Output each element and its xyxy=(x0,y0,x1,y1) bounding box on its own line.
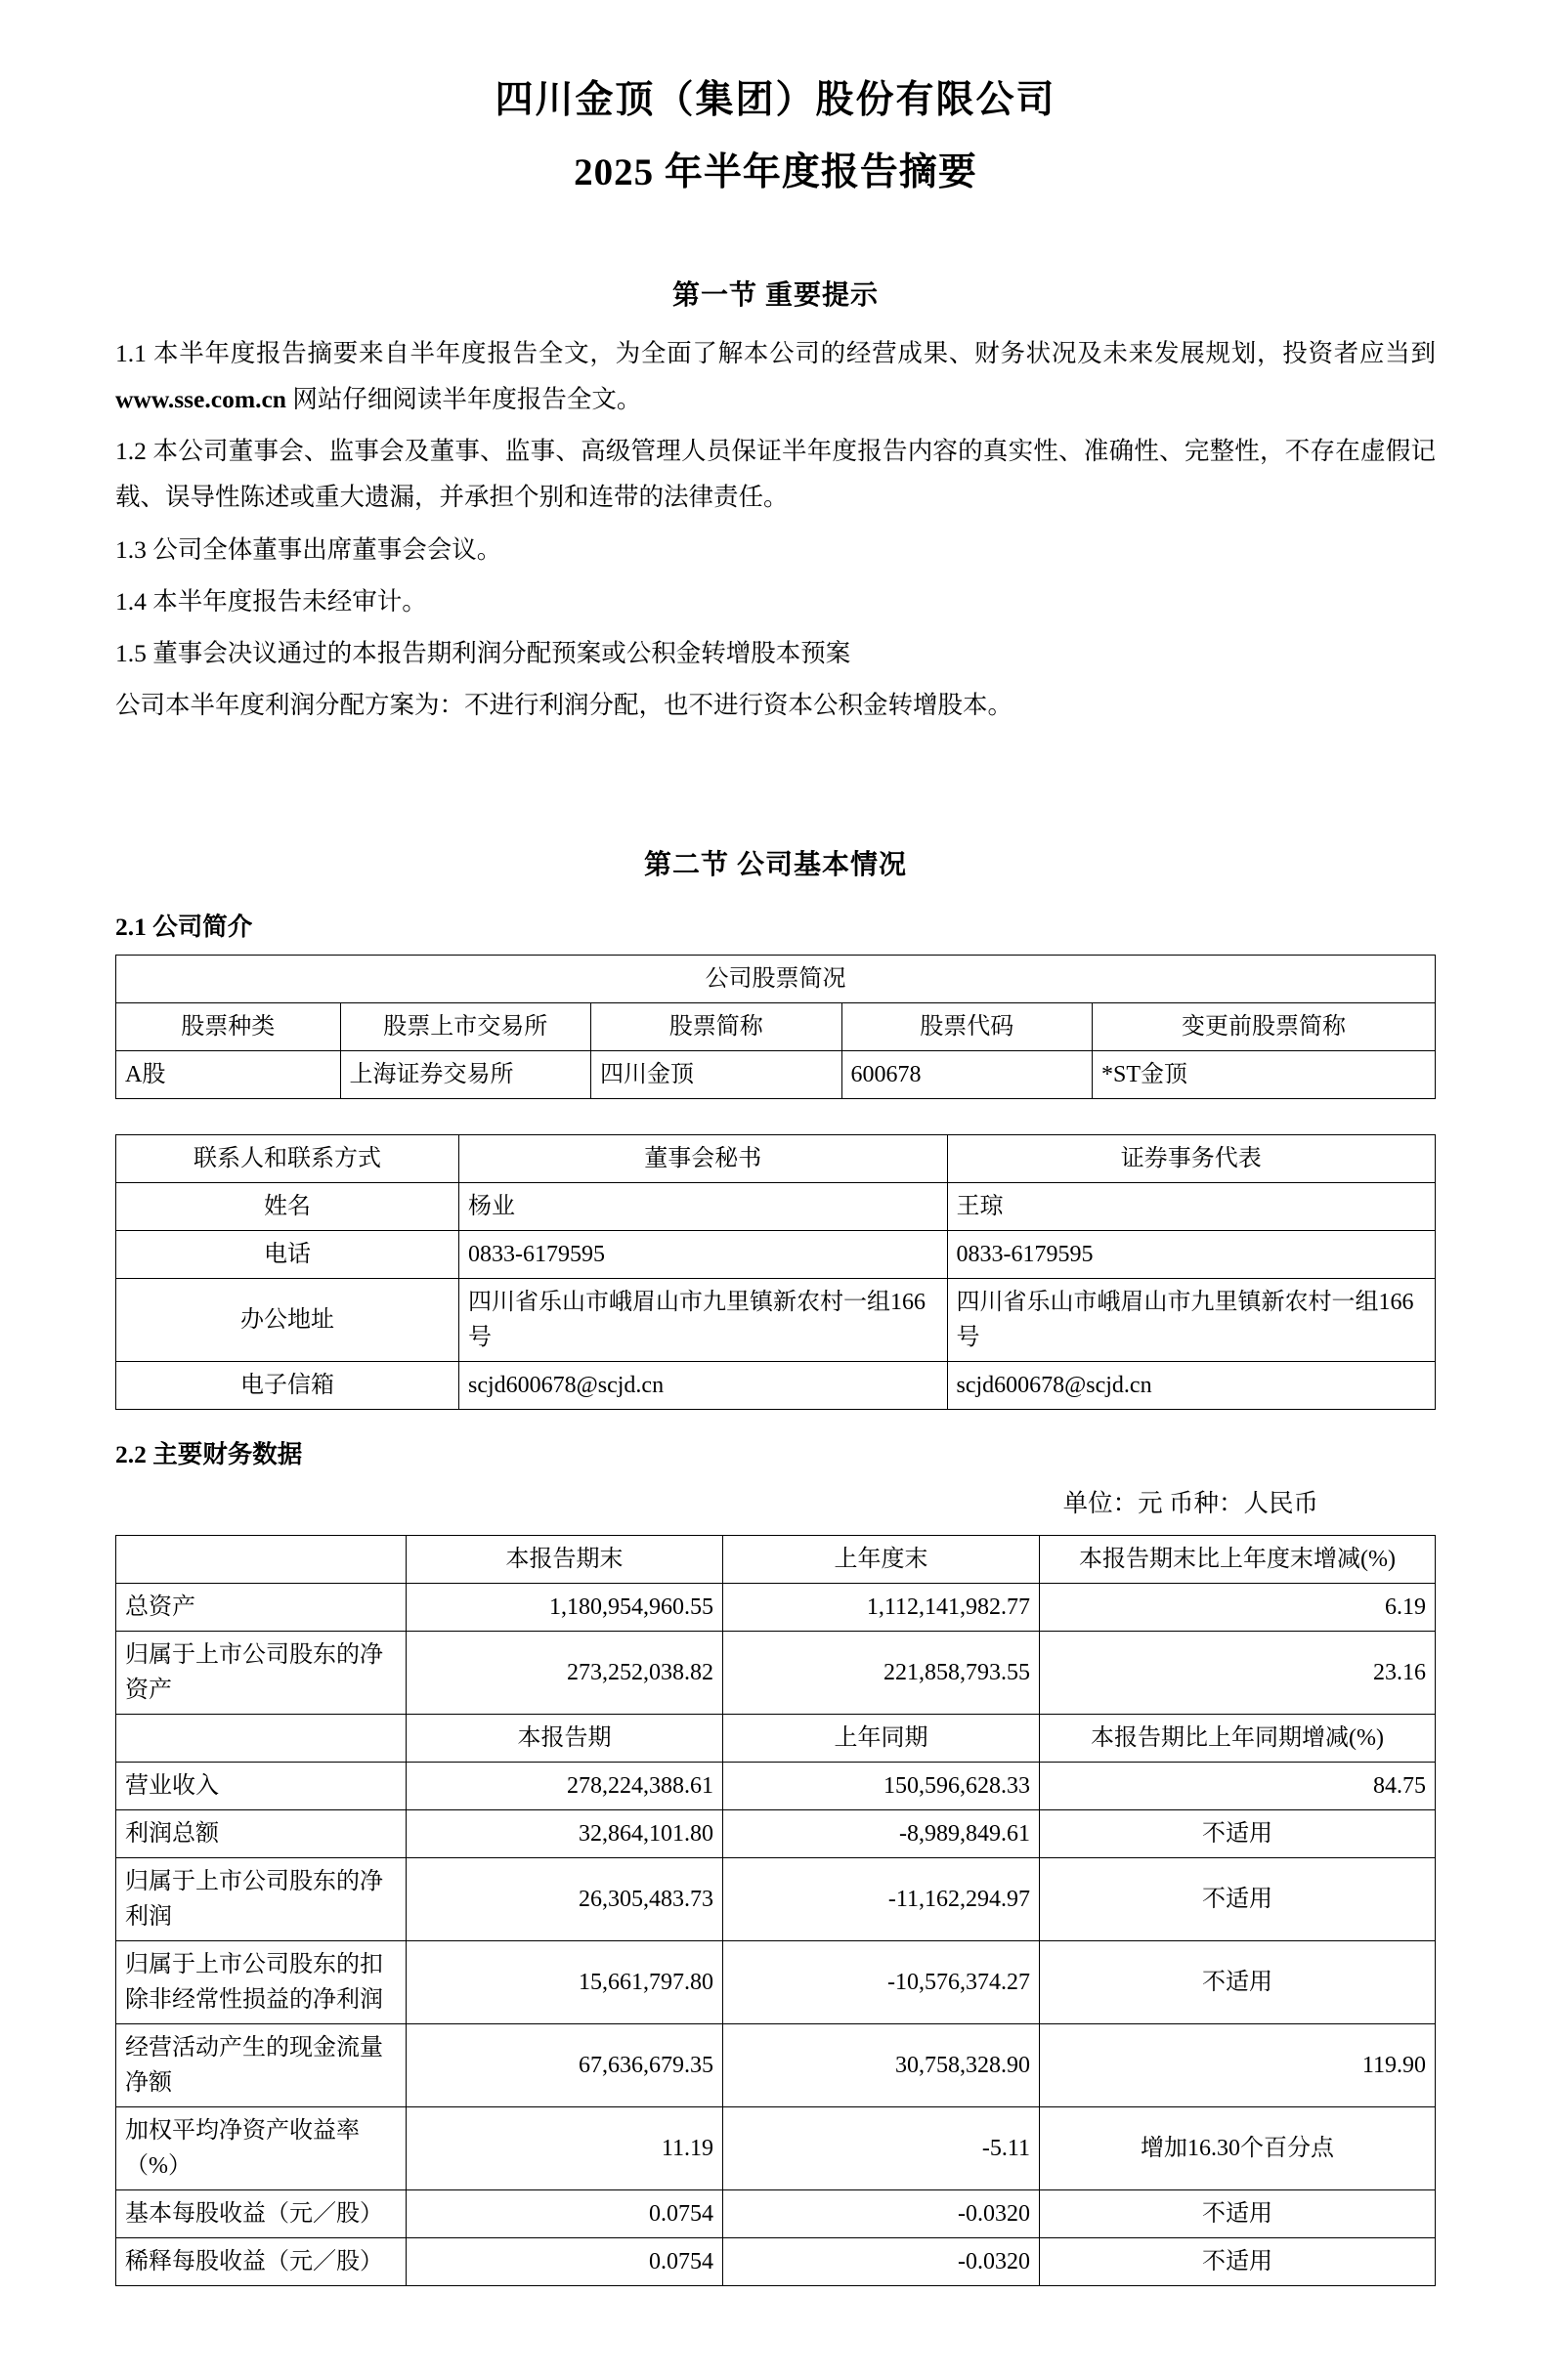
basic-eps-prior: -0.0320 xyxy=(723,2190,1040,2238)
table-row xyxy=(116,1231,1436,1279)
unit-currency-note: 单位：元 币种：人民币 xyxy=(1062,1489,1318,1518)
column-header: 变更前股票简称 xyxy=(1093,1003,1436,1051)
secretary-email: scjd600678@scjd.cn xyxy=(459,1362,948,1410)
table-row xyxy=(116,1003,1436,1051)
column-header-period-change-pct: 本报告期比上年同期增减(%) xyxy=(1040,1715,1436,1763)
net-assets-prior: 221,858,793.55 xyxy=(723,1632,1040,1715)
table-row xyxy=(116,1362,1436,1410)
row-label-revenue: 营业收入 xyxy=(116,1763,407,1810)
contact-label-name: 姓名 xyxy=(116,1183,459,1231)
stock-code-value: 600678 xyxy=(841,1051,1093,1099)
row-label-net-assets: 归属于上市公司股东的净资产 xyxy=(116,1632,407,1715)
page-title: 四川金顶（集团）股份有限公司 xyxy=(495,79,1056,121)
representative-email: scjd600678@scjd.cn xyxy=(947,1362,1436,1410)
row-label-roe: 加权平均净资产收益率（%） xyxy=(116,2107,407,2190)
sse-website-link[interactable]: www.sse.com.cn xyxy=(115,385,286,414)
stock-profile-table xyxy=(115,955,1436,1099)
row-label-total-profit: 利润总额 xyxy=(116,1810,407,1858)
row-label-diluted-eps: 稀释每股收益（元／股） xyxy=(116,2238,407,2286)
diluted-eps-prior: -0.0320 xyxy=(723,2238,1040,2286)
table-row xyxy=(116,2238,1436,2286)
column-header-empty xyxy=(116,1536,407,1584)
stock-former-abbr-value: *ST金顶 xyxy=(1093,1051,1436,1099)
section-1-item-3: 1.3 公司全体董事出席董事会会议。 xyxy=(115,534,502,564)
basic-eps-change: 不适用 xyxy=(1040,2190,1436,2238)
roe-current: 11.19 xyxy=(407,2107,723,2190)
diluted-eps-change: 不适用 xyxy=(1040,2238,1436,2286)
secretary-phone: 0833-6179595 xyxy=(459,1231,948,1279)
revenue-change: 84.75 xyxy=(1040,1763,1436,1810)
net-profit-deducted-current: 15,661,797.80 xyxy=(407,1941,723,2024)
net-profit-prior: -11,162,294.97 xyxy=(723,1858,1040,1941)
dividend-plan-note: 公司本半年度利润分配方案为：不进行利润分配，也不进行资本公积金转增股本。 xyxy=(115,691,1013,720)
column-header-prior-period: 上年同期 xyxy=(723,1715,1040,1763)
basic-eps-current: 0.0754 xyxy=(407,2190,723,2238)
operating-cashflow-change: 119.90 xyxy=(1040,2024,1436,2107)
stock-type-value: A股 xyxy=(116,1051,341,1099)
net-profit-change: 不适用 xyxy=(1040,1858,1436,1941)
row-label-basic-eps: 基本每股收益（元／股） xyxy=(116,2190,407,2238)
column-header-empty-2 xyxy=(116,1715,407,1763)
net-profit-deducted-prior: -10,576,374.27 xyxy=(723,1941,1040,2024)
table-row xyxy=(116,1135,1436,1183)
table-row xyxy=(116,1715,1436,1763)
table-row xyxy=(116,1051,1436,1099)
total-assets-prior: 1,112,141,982.77 xyxy=(723,1584,1040,1632)
section-1-heading: 第一节 重要提示 xyxy=(671,279,879,311)
table-row xyxy=(116,1941,1436,2024)
net-assets-current: 273,252,038.82 xyxy=(407,1632,723,1715)
contact-table xyxy=(115,1134,1436,1410)
net-profit-current: 26,305,483.73 xyxy=(407,1858,723,1941)
subsection-2-2-heading: 2.2 主要财务数据 xyxy=(115,1440,303,1469)
roe-prior: -5.11 xyxy=(723,2107,1040,2190)
column-header-prior-year-end: 上年度末 xyxy=(723,1536,1040,1584)
total-profit-current: 32,864,101.80 xyxy=(407,1810,723,1858)
representative-phone: 0833-6179595 xyxy=(947,1231,1436,1279)
representative-address: 四川省乐山市峨眉山市九里镇新农村一组166号 xyxy=(947,1279,1436,1362)
table-row xyxy=(116,2107,1436,2190)
table-row xyxy=(116,956,1436,1003)
column-header: 股票种类 xyxy=(116,1003,341,1051)
financial-data-table xyxy=(115,1535,1436,2286)
row-label-total-assets: 总资产 xyxy=(116,1584,407,1632)
table-row xyxy=(116,1183,1436,1231)
table-row xyxy=(116,2024,1436,2107)
table-row xyxy=(116,1858,1436,1941)
section-1-item-1 xyxy=(115,330,1436,422)
section-1-item-2: 1.2 本公司董事会、监事会及董事、监事、高级管理人员保证半年度报告内容的真实性、准确性、完整性，不存在虚假记载、误导性陈述或重大遗漏，并承担个别和连带的法律责任。 xyxy=(115,437,1436,512)
column-header: 股票上市交易所 xyxy=(340,1003,591,1051)
net-assets-change: 23.16 xyxy=(1040,1632,1436,1715)
item-1-suffix: 网站仔细阅读半年度报告全文。 xyxy=(292,385,642,414)
operating-cashflow-current: 67,636,679.35 xyxy=(407,2024,723,2107)
operating-cashflow-prior: 30,758,328.90 xyxy=(723,2024,1040,2107)
stock-exchange-value: 上海证券交易所 xyxy=(340,1051,591,1099)
secretary-name: 杨业 xyxy=(459,1183,948,1231)
column-header-current-period: 本报告期 xyxy=(407,1715,723,1763)
stock-abbr-value: 四川金顶 xyxy=(591,1051,842,1099)
table-row xyxy=(116,2190,1436,2238)
total-profit-prior: -8,989,849.61 xyxy=(723,1810,1040,1858)
table-row xyxy=(116,1536,1436,1584)
subsection-2-1-heading: 2.1 公司简介 xyxy=(115,913,253,942)
row-label-net-profit-deducted: 归属于上市公司股东的扣除非经常性损益的净利润 xyxy=(116,1941,407,2024)
secretary-address: 四川省乐山市峨眉山市九里镇新农村一组166号 xyxy=(459,1279,948,1362)
row-label-net-profit: 归属于上市公司股东的净利润 xyxy=(116,1858,407,1941)
row-label-operating-cashflow: 经营活动产生的现金流量净额 xyxy=(116,2024,407,2107)
section-2-heading: 第二节 公司基本情况 xyxy=(643,850,907,881)
revenue-prior: 150,596,628.33 xyxy=(723,1763,1040,1810)
table-row xyxy=(116,1810,1436,1858)
table-row xyxy=(116,1279,1436,1362)
total-assets-change: 6.19 xyxy=(1040,1584,1436,1632)
table-row xyxy=(116,1763,1436,1810)
column-header-change-pct: 本报告期末比上年度末增减(%) xyxy=(1040,1536,1436,1584)
revenue-current: 278,224,388.61 xyxy=(407,1763,723,1810)
page-subtitle: 2025 年半年度报告摘要 xyxy=(574,151,977,194)
table-row xyxy=(116,1584,1436,1632)
net-profit-deducted-change: 不适用 xyxy=(1040,1941,1436,2024)
total-profit-change: 不适用 xyxy=(1040,1810,1436,1858)
total-assets-current: 1,180,954,960.55 xyxy=(407,1584,723,1632)
roe-change: 增加16.30个百分点 xyxy=(1040,2107,1436,2190)
table-row xyxy=(116,1632,1436,1715)
diluted-eps-current: 0.0754 xyxy=(407,2238,723,2286)
section-1-item-5: 1.5 董事会决议通过的本报告期利润分配预案或公积金转增股本预案 xyxy=(115,638,851,667)
stock-table-title: 公司股票简况 xyxy=(116,956,1436,1003)
column-header-period-end: 本报告期末 xyxy=(407,1536,723,1584)
column-header: 股票简称 xyxy=(591,1003,842,1051)
contact-label-phone: 电话 xyxy=(116,1231,459,1279)
column-header: 股票代码 xyxy=(841,1003,1093,1051)
column-header: 董事会秘书 xyxy=(459,1135,948,1183)
item-1-prefix: 1.1 本半年度报告摘要来自半年度报告全文，为全面了解本公司的经营成果、财务状况及未来发展规划，投资者应当到 xyxy=(115,338,1436,367)
column-header: 联系人和联系方式 xyxy=(116,1135,459,1183)
contact-label-email: 电子信箱 xyxy=(116,1362,459,1410)
representative-name: 王琼 xyxy=(947,1183,1436,1231)
section-1-item-4: 1.4 本半年度报告未经审计。 xyxy=(115,586,427,616)
contact-label-address: 办公地址 xyxy=(116,1279,459,1362)
column-header: 证券事务代表 xyxy=(947,1135,1436,1183)
